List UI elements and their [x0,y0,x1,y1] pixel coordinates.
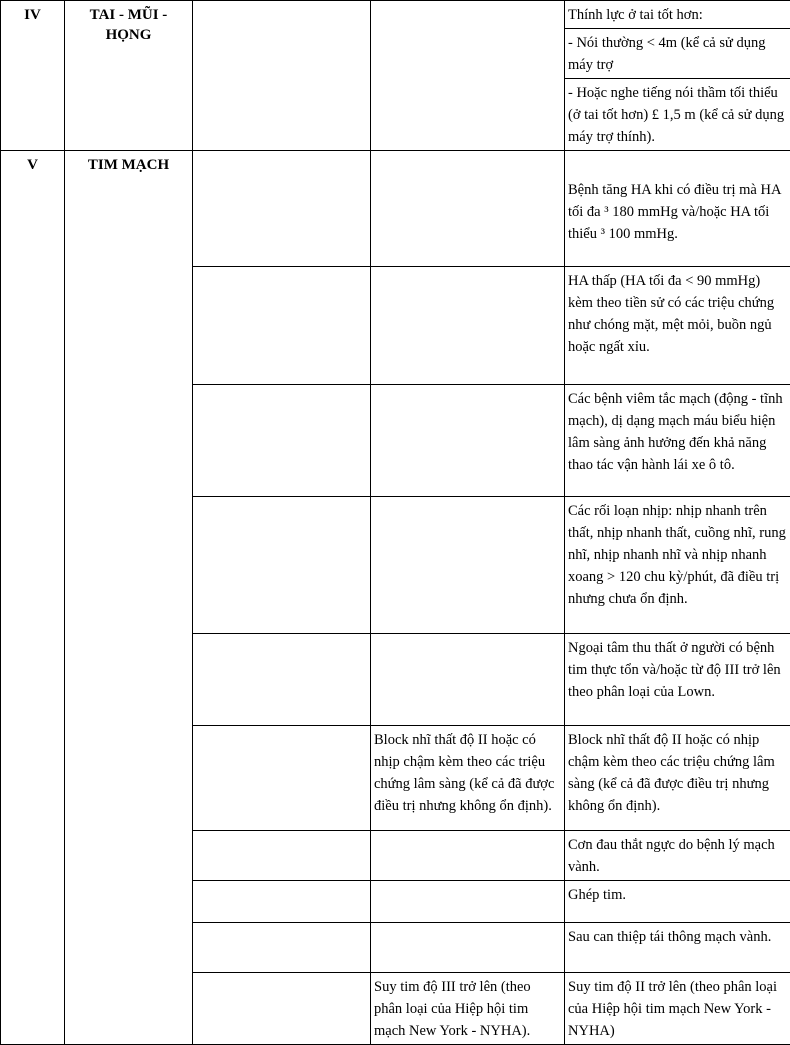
section-name: TIM MẠCH [65,151,193,1045]
criteria-cell-col3 [193,267,371,385]
criteria-cell-col4 [371,151,565,267]
criteria-cell-col5: Block nhĩ thất độ II hoặc có nhịp chậm kèm theo các triệu chứng lâm sàng (kể cả đã được điều trị nhưng không ổn định). [565,726,790,831]
section-number: V [1,151,65,1045]
criteria-cell-col5: Suy tim độ II trở lên (theo phân loại của Hiệp hội tim mạch New York - NYHA) [565,973,790,1045]
criteria-cell-col4: Block nhĩ thất độ II hoặc có nhịp chậm kèm theo các triệu chứng lâm sàng (kể cả đã được điều trị nhưng không ổn định). [371,726,565,831]
criteria-cell-col5: - Hoặc nghe tiếng nói thầm tối thiểu (ở tai tốt hơn) £ 1,5 m (kể cả sử dụng máy trợ thính). [565,79,790,151]
table-row [1,1,790,29]
section-name: TAI - MŨI - HỌNG [65,1,193,151]
criteria-cell-col3 [193,726,371,831]
criteria-cell-col5: Các bệnh viêm tắc mạch (động - tĩnh mạch), dị dạng mạch máu biểu hiện lâm sàng ảnh hưởng đến khả năng thao tác vận hành lái xe ô tô. [565,385,790,497]
criteria-cell-col3 [193,973,371,1045]
criteria-cell-col5: Ngoại tâm thu thất ở người có bệnh tim thực tổn và/hoặc từ độ III trở lên theo phân loại của Lown. [565,634,790,726]
criteria-cell-col3 [193,831,371,881]
criteria-cell-col4 [371,385,565,497]
criteria-cell-col5: Ghép tim. [565,881,790,923]
section-number: IV [1,1,65,151]
criteria-cell-col4 [371,634,565,726]
criteria-cell-col4 [371,1,565,151]
criteria-cell-col4 [371,267,565,385]
criteria-cell-col5: Các rối loạn nhịp: nhịp nhanh trên thất, nhịp nhanh thất, cuồng nhĩ, rung nhĩ, nhịp nhanh nhĩ và nhịp nhanh xoang > 120 chu kỳ/phút, đã điều trị nhưng chưa ổn định. [565,497,790,634]
criteria-cell-col4 [371,831,565,881]
criteria-cell-col4 [371,497,565,634]
criteria-cell-col3 [193,634,371,726]
criteria-cell-col3 [193,1,371,151]
criteria-cell-col4 [371,881,565,923]
criteria-cell-col3 [193,151,371,267]
criteria-cell-col3 [193,923,371,973]
criteria-cell-col5: Bệnh tăng HA khi có điều trị mà HA tối đa ³ 180 mmHg và/hoặc HA tối thiểu ³ 100 mmHg. [565,151,790,267]
criteria-cell-col3 [193,385,371,497]
table-row [1,151,790,267]
criteria-cell-col4 [371,923,565,973]
criteria-cell-col5: Thính lực ở tai tốt hơn: [565,1,790,29]
criteria-cell-col5: - Nói thường < 4m (kể cả sử dụng máy trợ [565,29,790,79]
criteria-cell-col5: HA thấp (HA tối đa < 90 mmHg) kèm theo tiền sử có các triệu chứng như chóng mặt, mệt mỏi, buồn ngủ hoặc ngất xỉu. [565,267,790,385]
criteria-cell-col3 [193,497,371,634]
criteria-cell-col5: Cơn đau thắt ngực do bệnh lý mạch vành. [565,831,790,881]
criteria-cell-col3 [193,881,371,923]
criteria-cell-col5: Sau can thiệp tái thông mạch vành. [565,923,790,973]
criteria-cell-col4: Suy tim độ III trở lên (theo phân loại của Hiệp hội tim mạch New York - NYHA). [371,973,565,1045]
